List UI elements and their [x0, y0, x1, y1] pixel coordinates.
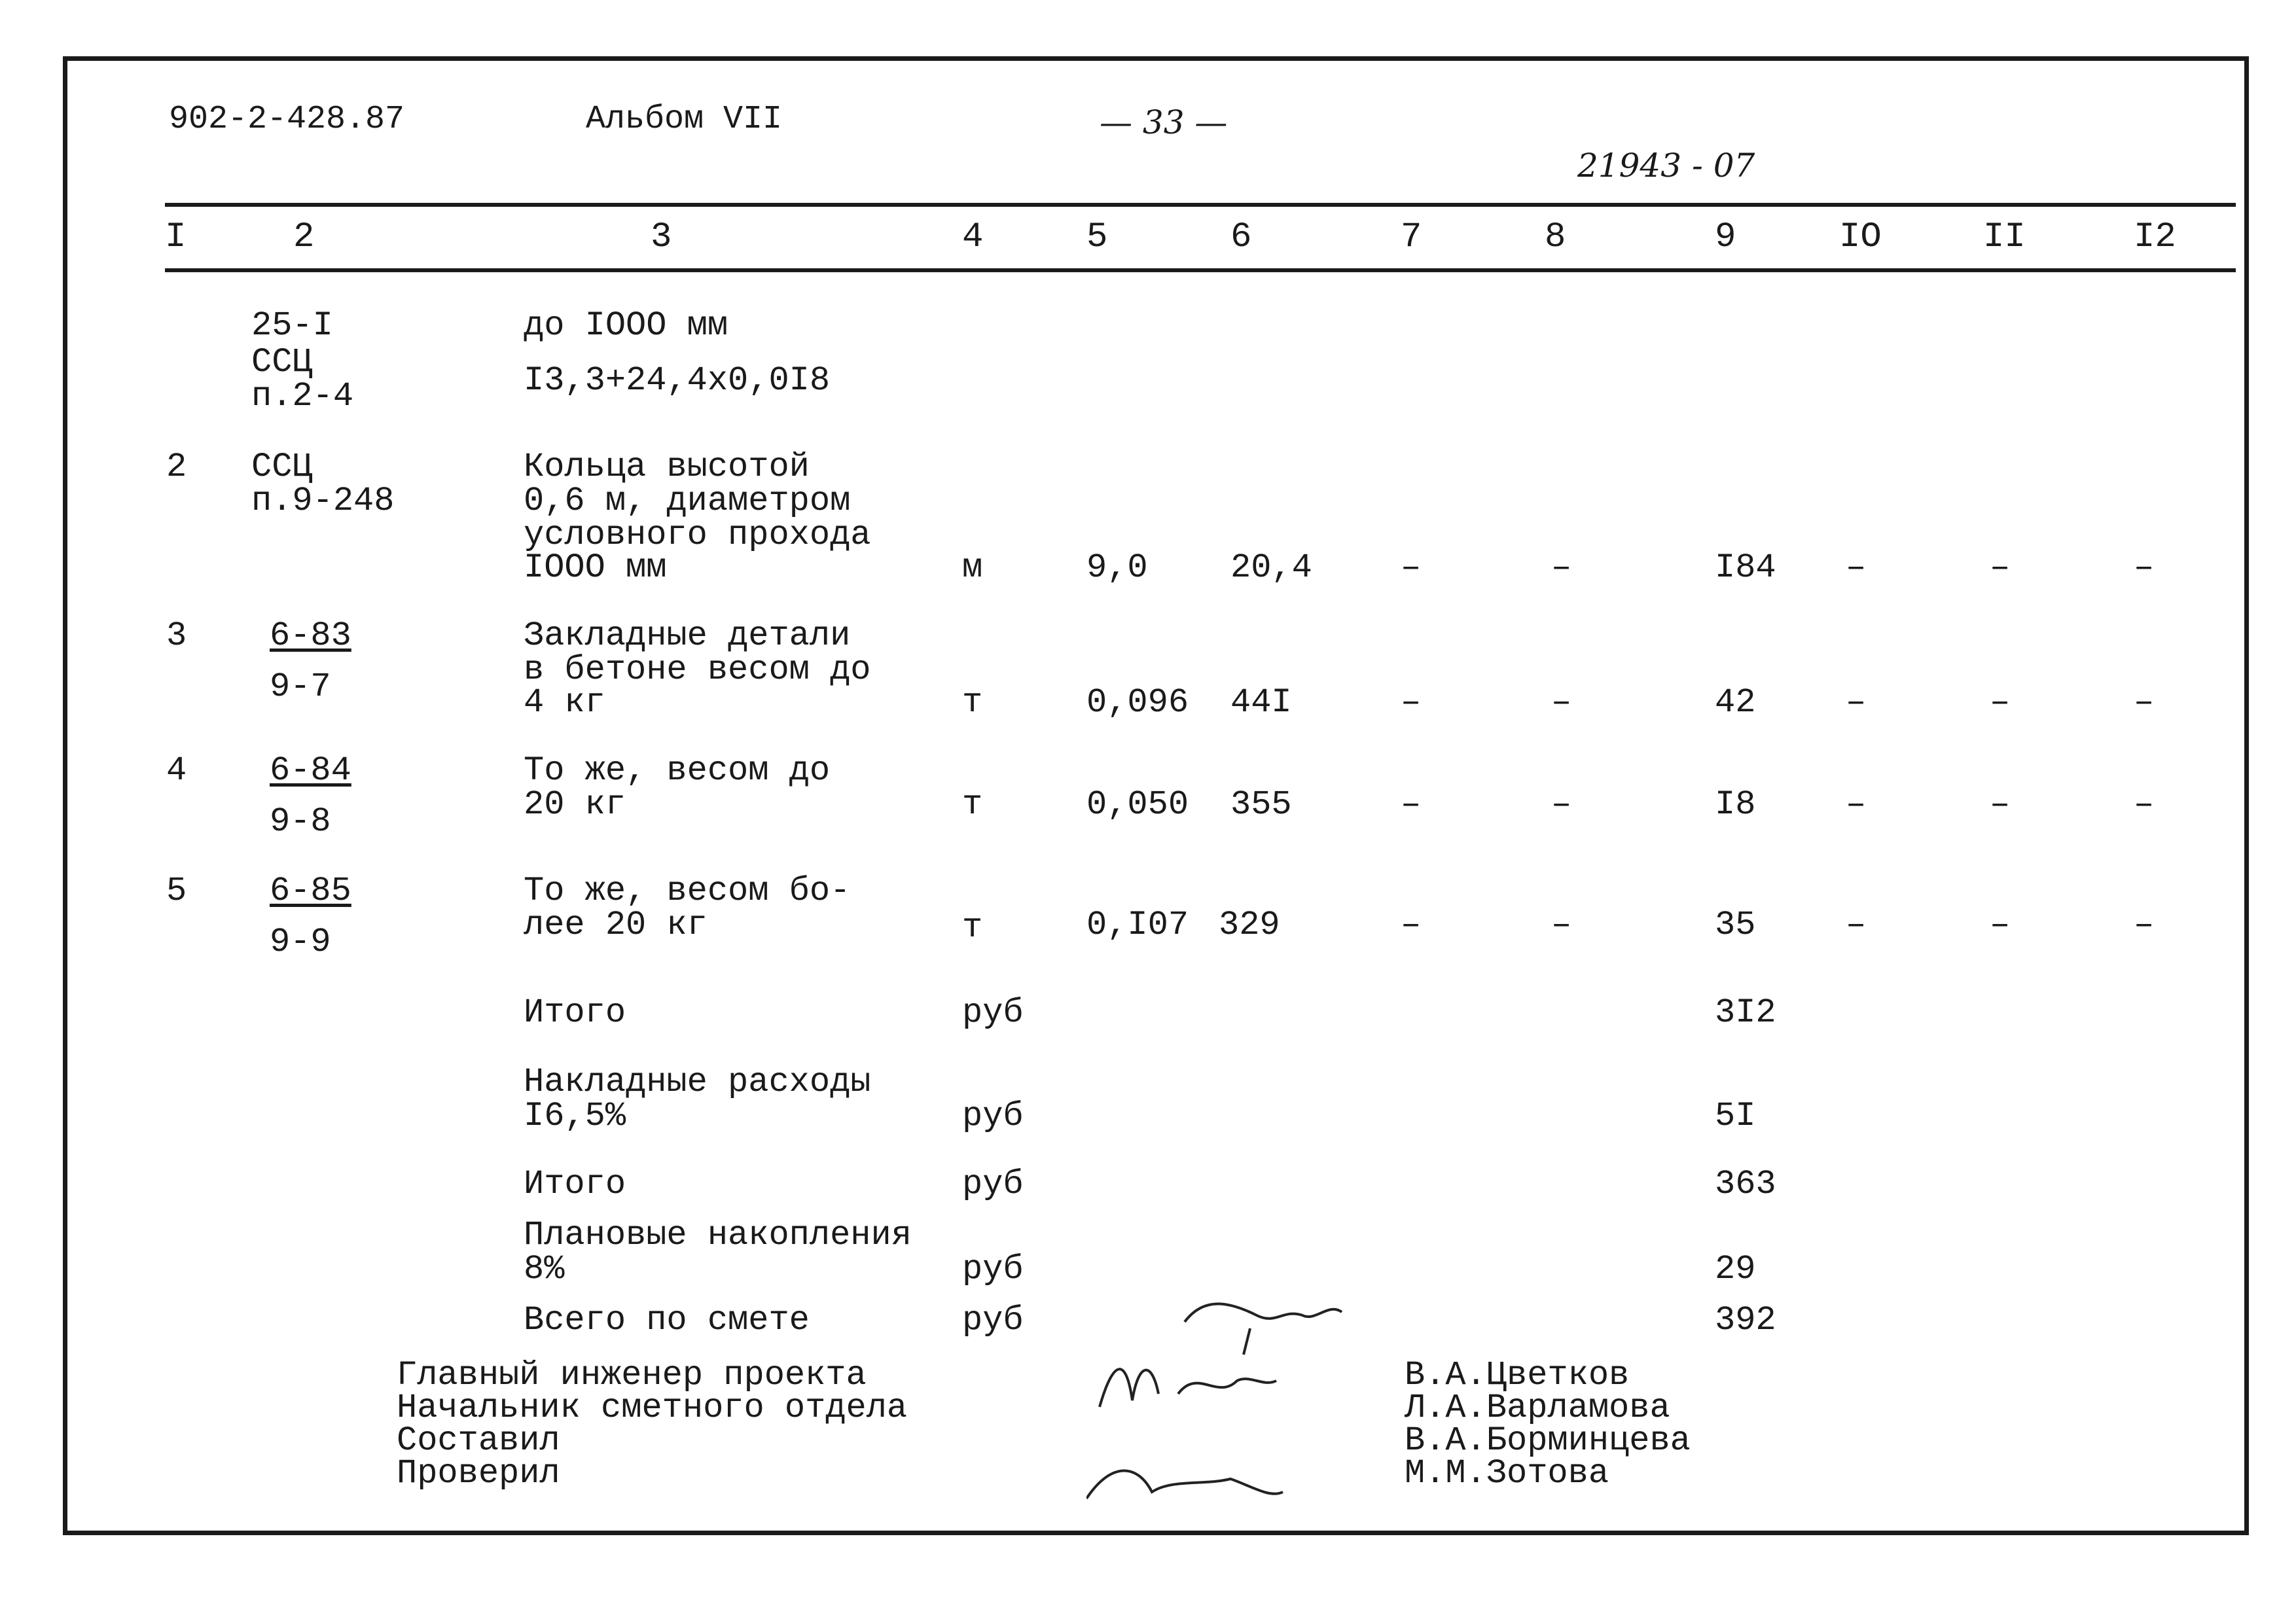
- summary-value: 363: [1715, 1165, 1776, 1203]
- col-header-8: 8: [1545, 217, 1566, 257]
- row-col7: –: [1401, 906, 1422, 944]
- row-col11: –: [1990, 906, 2011, 944]
- row-code: п.2-4: [251, 377, 354, 416]
- row-unit: м: [962, 548, 983, 587]
- row-total: I84: [1715, 548, 1776, 587]
- summary-label: Плановые накопления: [524, 1216, 912, 1254]
- row-desc: Закладные детали: [524, 616, 851, 655]
- row-total: 35: [1715, 906, 1756, 944]
- summary-unit: руб: [962, 993, 1024, 1032]
- row-number: 3: [166, 616, 187, 655]
- row-code: п.9-248: [251, 482, 395, 520]
- col-header-9: 9: [1715, 217, 1736, 257]
- row-unit: т: [962, 683, 983, 722]
- header-rule-bottom: [165, 268, 2236, 272]
- row-code: 9-9: [270, 923, 331, 961]
- row-desc: лее 20 кг: [524, 906, 708, 944]
- summary-value: 29: [1715, 1250, 1756, 1288]
- signature-name: В.А.Цветков: [1405, 1356, 1630, 1394]
- row-desc: То же, весом бо-: [524, 872, 851, 910]
- col-header-10: IO: [1839, 217, 1882, 257]
- row-code: 9-8: [270, 802, 331, 841]
- row-unit: т: [962, 908, 983, 947]
- row-qty: 9,0: [1086, 548, 1148, 587]
- row-code: 6-85: [270, 872, 351, 910]
- summary-label: I6,5%: [524, 1097, 626, 1135]
- row-desc: 0,6 м, диаметром: [524, 482, 851, 520]
- sheet-code: 21943 - 07: [1577, 147, 1755, 185]
- row-price: 44I: [1230, 683, 1292, 722]
- row-col7: –: [1401, 683, 1422, 722]
- signature-name: М.М.Зотова: [1405, 1454, 1609, 1493]
- col-header-12: I2: [2134, 217, 2176, 257]
- signature-role: Главный инженер проекта: [397, 1356, 867, 1394]
- row-number: 5: [166, 872, 187, 910]
- row-code: 9-7: [270, 667, 331, 706]
- row-desc: условного прохода: [524, 516, 871, 554]
- col-header-11: II: [1983, 217, 2026, 257]
- summary-unit: руб: [962, 1165, 1024, 1203]
- summary-label: Накладные расходы: [524, 1063, 871, 1101]
- summary-label: Итого: [524, 993, 626, 1032]
- row-code: 6-83: [270, 616, 351, 655]
- row-desc: То же, весом до: [524, 751, 831, 790]
- row-number: 2: [166, 448, 187, 486]
- col-header-6: 6: [1230, 217, 1252, 257]
- signature-name: Л.А.Варламова: [1405, 1389, 1670, 1427]
- row-col12: –: [2134, 683, 2155, 722]
- row-col8: –: [1551, 785, 1572, 824]
- doc-number: 902-2-428.87: [169, 101, 405, 138]
- row-price: 329: [1219, 906, 1280, 944]
- row-qty: 0,I07: [1086, 906, 1189, 944]
- row-col8: –: [1551, 906, 1572, 944]
- row-desc: Кольца высотой: [524, 448, 810, 486]
- row-desc: 20 кг: [524, 785, 626, 824]
- col-header-2: 2: [293, 217, 315, 257]
- row-desc: 4 кг: [524, 683, 605, 722]
- row-qty: 0,050: [1086, 785, 1189, 824]
- col-header-3: 3: [651, 217, 672, 257]
- row-desc: IOOO мм: [524, 548, 667, 587]
- handwritten-signatures: [1086, 1283, 1453, 1518]
- row-total: 42: [1715, 683, 1756, 722]
- row-col12: –: [2134, 906, 2155, 944]
- summary-unit: руб: [962, 1301, 1024, 1340]
- row-col7: –: [1401, 548, 1422, 587]
- album-label: Альбом VII: [586, 101, 783, 138]
- row-col10: –: [1846, 906, 1867, 944]
- row-price: 20,4: [1230, 548, 1312, 587]
- row-col12: –: [2134, 785, 2155, 824]
- row-desc: I3,3+24,4x0,0I8: [524, 361, 831, 400]
- signature-role: Начальник сметного отдела: [397, 1389, 908, 1427]
- summary-label: Итого: [524, 1165, 626, 1203]
- row-col10: –: [1846, 785, 1867, 824]
- col-header-1: I: [165, 217, 187, 257]
- header-rule-top: [165, 203, 2236, 207]
- summary-label: 8%: [524, 1250, 565, 1288]
- row-col11: –: [1990, 548, 2011, 587]
- row-desc: до IOOO мм: [524, 306, 728, 345]
- page-number: — 33 —: [1100, 103, 1228, 141]
- signature-role: Проверил: [397, 1454, 560, 1493]
- col-header-4: 4: [962, 217, 984, 257]
- summary-value: 392: [1715, 1301, 1776, 1340]
- summary-value: 3I2: [1715, 993, 1776, 1032]
- signature-name: В.А.Борминцева: [1405, 1421, 1691, 1460]
- row-col8: –: [1551, 683, 1572, 722]
- row-col8: –: [1551, 548, 1572, 587]
- col-header-7: 7: [1401, 217, 1422, 257]
- row-col10: –: [1846, 548, 1867, 587]
- row-number: 4: [166, 751, 187, 790]
- row-desc: в бетоне весом до: [524, 650, 871, 689]
- row-col7: –: [1401, 785, 1422, 824]
- summary-value: 5I: [1715, 1097, 1756, 1135]
- row-total: I8: [1715, 785, 1756, 824]
- row-code: ССЦ: [251, 343, 313, 382]
- summary-unit: руб: [962, 1250, 1024, 1288]
- row-code: 6-84: [270, 751, 351, 790]
- row-col10: –: [1846, 683, 1867, 722]
- row-qty: 0,096: [1086, 683, 1189, 722]
- row-col11: –: [1990, 785, 2011, 824]
- summary-unit: руб: [962, 1097, 1024, 1135]
- row-code: 25-I: [251, 306, 333, 345]
- row-price: 355: [1230, 785, 1292, 824]
- row-code: ССЦ: [251, 448, 313, 486]
- row-unit: т: [962, 785, 983, 824]
- col-header-5: 5: [1086, 217, 1108, 257]
- summary-label: Всего по смете: [524, 1301, 810, 1340]
- row-col12: –: [2134, 548, 2155, 587]
- signature-role: Составил: [397, 1421, 560, 1460]
- row-col11: –: [1990, 683, 2011, 722]
